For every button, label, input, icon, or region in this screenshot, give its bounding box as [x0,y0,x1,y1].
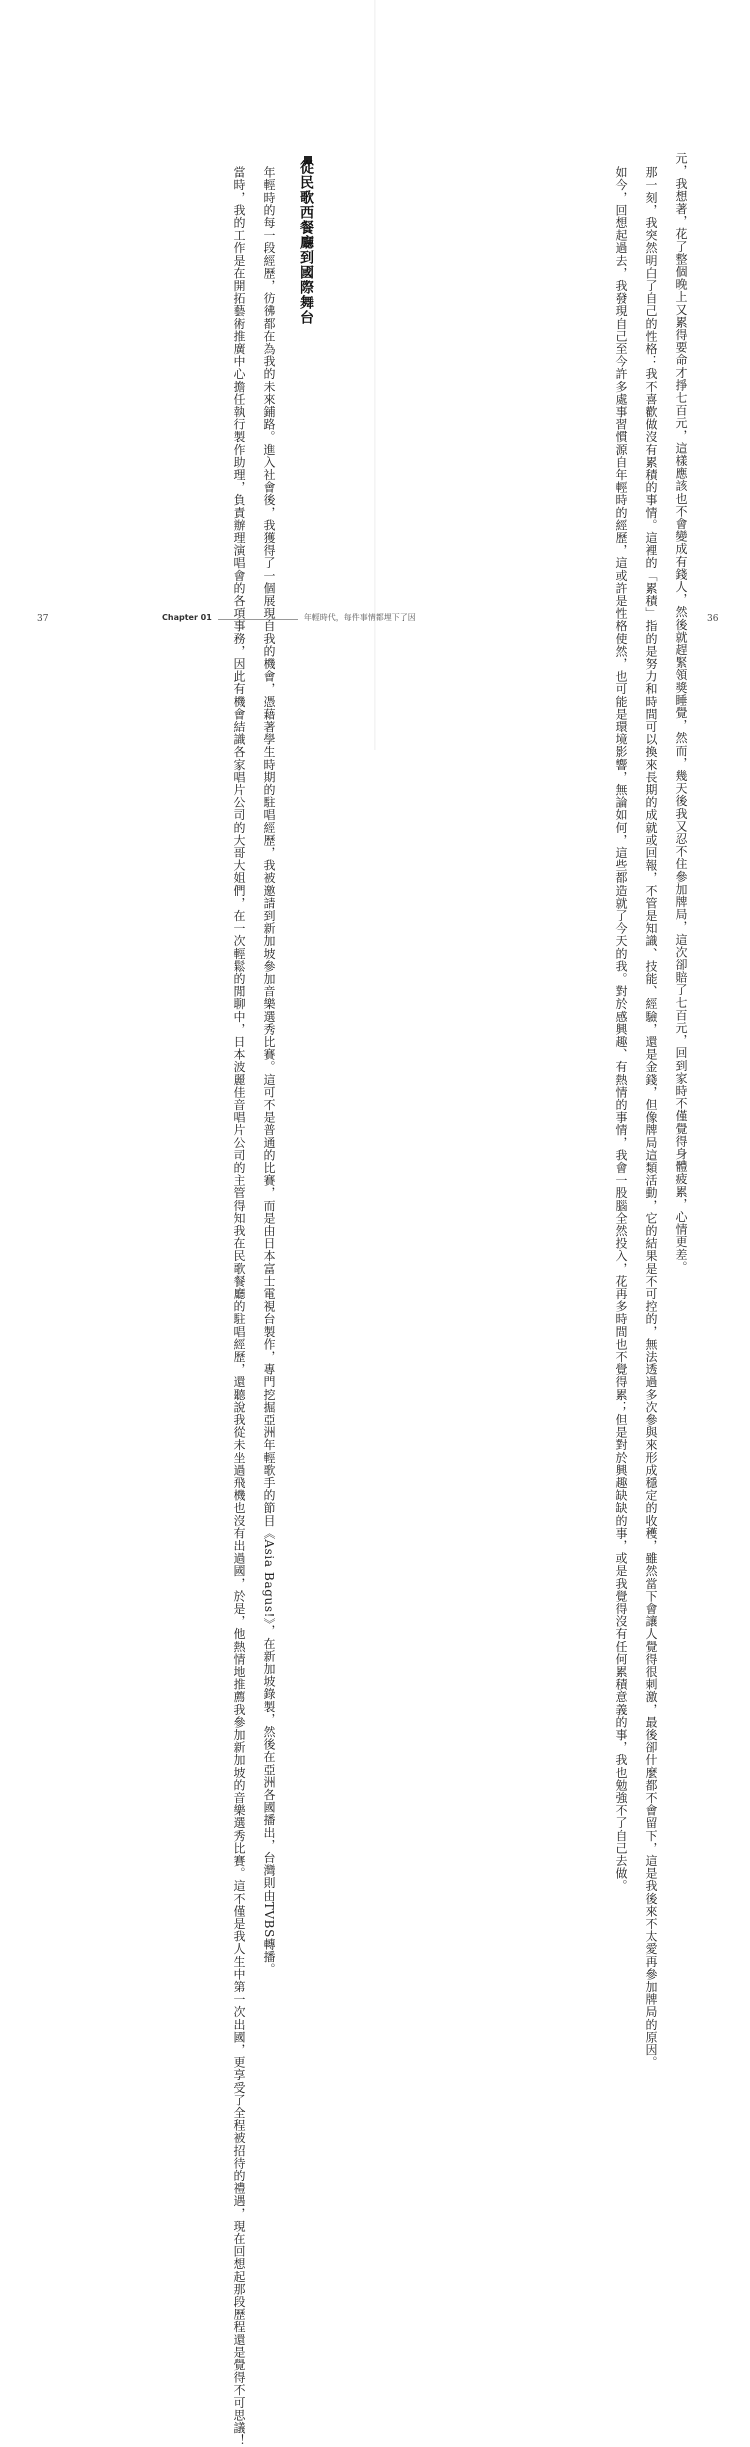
footer-rule [218,619,298,620]
chapter-label: Chapter 01 [162,613,212,622]
left-page-text [218,152,290,2447]
section-heading: 從民歌西餐廳到國際舞台 [298,160,314,325]
chapter-title: 年輕時代，每件事情都埋下了因 [303,613,416,622]
right-paragraph-3: 如今，回想起過去，我發現自己至今許多處事習慣源自年輕時的經歷，這或許是性格使然，也可能是環境影響，無論如何，這些都造就了今天的我。對於感興趣、有熱情的事情，我會一股腦全然投入，花再多時間也不覺得累；但是對於興趣缺缺的事，或是我覺得沒有任何累積意義的事，我也勉強不了自己去做。 [614,166,628,1893]
right-page-text [600,152,702,2069]
right-page-number: 36 [707,614,719,624]
running-footer [162,612,416,623]
left-page-number: 37 [37,614,49,624]
right-paragraph-2: 那一刻，我突然明白了自己的性格：我不喜歡做沒有累積的事情。這裡的「累積」指的是努力和時間可以換來長期的成就或回報，不管是知識、技能、經驗，還是金錢，但像牌局這類活動，它的結果是不可控的，無法透過多次參與來形成穩定的收穫，雖然當下會讓人覺得很刺激，最後卻什麼都不會留下，這是我後來不太愛再參加牌局的原因。 [644,166,658,2069]
book-gutter [374,0,376,750]
left-paragraph-2: 當時，我的工作是在開拓藝術推廣中心擔任執行製作助理，負責辦理演唱會的各項事務，因此有機會結識各家唱片公司的大哥大姐們，在一次輕鬆的閒聊中，日本波麗佳音唱片公司的主管得知我在民歌餐廳的駐唱經歷，還聽說我從未坐過飛機也沒有出過國，於是，他熱情地推薦我參加新加坡的音樂選秀比賽。這不僅是我人生中第一次出國，更享受了全程被招待的禮遇，現在回想起那段歷程還是覺得不可思議！ [232,166,246,2447]
left-paragraph-1: 年輕時的每一段經歷，彷彿都在為我的未來鋪路。進入社會後，我獲得了一個展現自我的機會，憑藉著學生時期的駐唱經歷，我被邀請到新加坡參加音樂選秀比賽。這可不是普通的比賽，而是由日本富士電視台製作，專門挖掘亞洲年輕歌手的節目《Asia Bagus!》，在新加坡錄製，然後在亞洲各國播出，台灣則由TVBS轉播。 [262,166,276,1977]
right-paragraph-1: 元，我想著，花了整個晚上又累得要命才掙七百元，這樣應該也不會變成有錢人，然後就趕緊領獎睡覺，然而，幾天後我又忍不住參加牌局，這次卻賠了七百元，回到家時不僅覺得身體疲累，心情更差。 [674,152,688,1274]
